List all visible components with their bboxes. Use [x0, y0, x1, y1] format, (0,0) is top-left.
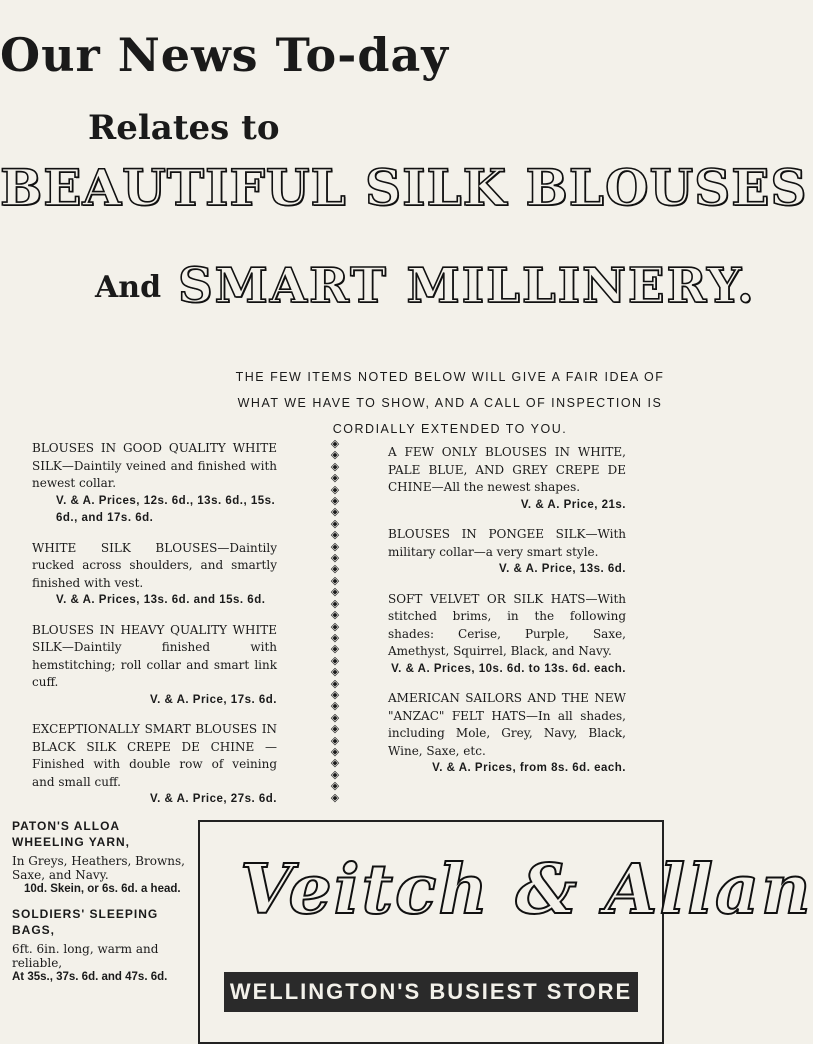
- headline-relates-to: Relates to: [88, 108, 280, 148]
- item-description: AMERICAN SAILORS AND THE NEW "ANZAC" FELT HATS—In all shades, including Mole, Grey, Navy, Black, Wine, Saxe, etc.: [388, 691, 626, 758]
- list-item: [32, 540, 277, 610]
- item-price: V. & A. Prices, 10s. 6d. to 13s. 6d. each.: [391, 662, 626, 675]
- item-description: BLOUSES IN HEAVY QUALITY WHITE SILK—Daintily finished with hemstitching; roll collar and smart link cuff.: [32, 622, 277, 689]
- diamond-ornament: ◈: [330, 767, 340, 781]
- logo-banner: WELLINGTON'S BUSIEST STORE: [224, 972, 638, 1012]
- item-description: BLOUSES IN PONGEE SILK—With military collar—a very smart style.: [388, 527, 626, 559]
- small-ad-yarn: [12, 818, 192, 896]
- diamond-ornament: ◈: [330, 687, 340, 701]
- diamond-ornament: ◈: [330, 539, 340, 553]
- diamond-ornament: ◈: [330, 653, 340, 667]
- diamond-ornament: ◈: [330, 756, 340, 770]
- item-description: BLOUSES IN GOOD QUALITY WHITE SILK—Daintily veined and finished with newest collar.: [32, 441, 277, 490]
- diamond-ornament: ◈: [330, 528, 340, 542]
- small-ad-description: In Greys, Heathers, Browns, Saxe, and Navy.: [12, 854, 185, 882]
- diamond-ornament: ◈: [330, 459, 340, 473]
- item-description: SOFT VELVET OR SILK HATS—With stitched brims, in the following shades: Cerise, Purple, Saxe, Amethyst, Squirrel, Black, and Navy.: [388, 591, 626, 658]
- right-column: [388, 444, 626, 790]
- item-price: V. & A. Price, 21s.: [520, 498, 626, 511]
- small-ad-heading: PATON'S ALLOA WHEELING YARN,: [12, 819, 131, 849]
- diamond-ornament: ◈: [330, 551, 340, 565]
- item-price: V. & A. Prices, 13s. 6d. and 15s. 6d.: [56, 594, 266, 606]
- diamond-ornament: ◈: [330, 722, 340, 736]
- diamond-ornament: ◈: [330, 516, 340, 530]
- item-price: V. & A. Price, 13s. 6d.: [499, 563, 626, 575]
- headline-smart-millinery: SMART MILLINERY.: [178, 258, 756, 314]
- list-item: [32, 440, 277, 528]
- small-ad-sleeping-bags: [12, 906, 192, 984]
- diamond-ornament: ◈: [330, 494, 340, 508]
- item-description: A FEW ONLY BLOUSES IN WHITE, PALE BLUE, AND GREY CREPE DE CHINE—All the newest shapes.: [388, 445, 626, 494]
- small-ad-heading: SOLDIERS' SLEEPING BAGS,: [12, 907, 159, 937]
- intro-text: THE FEW ITEMS NOTED BELOW WILL GIVE A FAIR IDEA OF WHAT WE HAVE TO SHOW, AND A CALL OF INSPECTION IS CORDIALLY EXTENDED TO YOU.: [235, 370, 665, 436]
- item-price: V. & A. Price, 27s. 6d.: [150, 793, 277, 805]
- list-item: [388, 526, 626, 579]
- diamond-divider: [323, 438, 347, 803]
- item-description: WHITE SILK BLOUSES—Daintily rucked across shoulders, and smartly finished with vest.: [32, 540, 277, 590]
- item-description: EXCEPTIONALLY SMART BLOUSES IN BLACK SILK CREPE DE CHINE —Finished with double row of veining and small cuff.: [32, 722, 277, 789]
- item-price: V. & A. Prices, 12s. 6d., 13s. 6d., 15s. 6d., and 17s. 6d.: [56, 494, 276, 524]
- left-column: [32, 440, 277, 821]
- diamond-ornament: ◈: [330, 665, 340, 679]
- headline-and: And: [95, 270, 162, 305]
- headline-silk-blouses: BEAUTIFUL SILK BLOUSES: [0, 158, 808, 217]
- list-item: [32, 721, 277, 809]
- diamond-ornament: ◈: [330, 733, 340, 747]
- small-ad-description: 6ft. 6in. long, warm and reliable,: [12, 942, 159, 970]
- diamond-ornament: ◈: [330, 437, 340, 450]
- diamond-ornament: ◈: [330, 699, 340, 713]
- list-item: [388, 591, 626, 679]
- list-item: [32, 622, 277, 710]
- store-logo: [198, 820, 813, 1044]
- diamond-ornament: ◈: [330, 585, 340, 599]
- logo-script: Veitch & Allan: [240, 850, 813, 930]
- diamond-ornament: ◈: [330, 471, 340, 485]
- diamond-ornament: ◈: [330, 744, 340, 758]
- diamond-ornament: ◈: [330, 573, 340, 587]
- list-item: [388, 690, 626, 778]
- diamond-ornament: ◈: [330, 676, 340, 690]
- diamond-ornament: ◈: [330, 562, 340, 576]
- diamond-ornament: ◈: [330, 790, 340, 804]
- diamond-ornament: ◈: [330, 608, 340, 622]
- headline-our-news: Our News To-day: [0, 28, 450, 82]
- diamond-ornament: ◈: [330, 596, 340, 610]
- diamond-ornament: ◈: [330, 619, 340, 633]
- small-ads-column: [12, 818, 192, 984]
- item-price: V. & A. Prices, from 8s. 6d. each.: [432, 762, 626, 774]
- diamond-ornament: ◈: [330, 630, 340, 644]
- list-item: [388, 444, 626, 514]
- small-ad-price: At 35s., 37s. 6d. and 47s. 6d.: [12, 971, 168, 983]
- diamond-ornament: ◈: [330, 505, 340, 519]
- item-price: V. & A. Price, 17s. 6d.: [150, 693, 277, 706]
- diamond-ornament: ◈: [330, 482, 340, 496]
- diamond-ornament: ◈: [330, 642, 340, 656]
- diamond-ornament: ◈: [330, 779, 340, 793]
- small-ad-price: 10d. Skein, or 6s. 6d. a head.: [24, 883, 181, 895]
- diamond-ornament: ◈: [330, 448, 340, 462]
- diamond-ornament: ◈: [330, 710, 340, 724]
